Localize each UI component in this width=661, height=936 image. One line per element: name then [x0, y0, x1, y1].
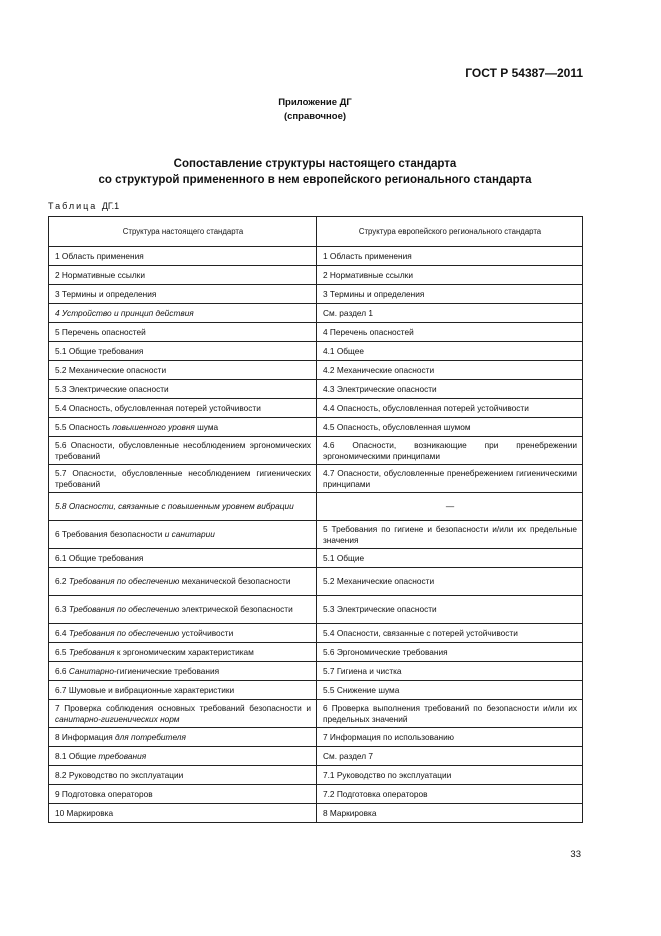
table-row [49, 399, 583, 418]
cell-text: 4.5 Опасность, обусловленная шумом [323, 421, 471, 432]
table-row [49, 766, 583, 785]
table-row [49, 493, 583, 521]
appendix-note: (справочное) [283, 111, 347, 122]
table-row [49, 804, 583, 823]
cell-text: 8 Маркировка [323, 807, 377, 818]
cell-european-standard [317, 304, 583, 323]
cell-text: 7 Проверка соблюдения основных требований безопасности и [55, 702, 311, 713]
standard-code: ГОСТ Р 54387—2011 [465, 66, 583, 80]
cell-text: Требования [68, 646, 115, 657]
table-row [49, 596, 583, 624]
cell-this-standard [49, 785, 317, 804]
cell-text: шума [194, 421, 219, 432]
cell-text: 9 Подготовка операторов [55, 788, 153, 799]
header-european-standard: Структура европейского регионального стандарта [317, 217, 583, 247]
cell-text: 6.3 [55, 604, 69, 614]
cell-text: 5.1 Общие [323, 552, 365, 563]
cell-text: 8.2 Руководство по эксплуатации [55, 769, 184, 780]
cell-text: санитарно-гигиенических норм [55, 713, 180, 724]
table-row [49, 437, 583, 465]
cell-european-standard [317, 285, 583, 304]
page-number: 33 [570, 849, 581, 860]
cell-text: 6.5 [55, 646, 69, 657]
cell-text: 5.1 Общие требования [55, 345, 144, 356]
cell-this-standard [49, 681, 317, 700]
cell-text: 3 Термины и определения [55, 288, 157, 299]
cell-european-standard [317, 493, 583, 521]
cell-european-standard [317, 380, 583, 399]
cell-text: и санитарии [164, 529, 215, 539]
table-row [49, 728, 583, 747]
cell-text: 8 Информация [55, 731, 116, 742]
cell-european-standard [317, 568, 583, 596]
cell-text: См. раздел 7 [323, 750, 374, 761]
cell-this-standard [49, 266, 317, 285]
cell-this-standard [49, 418, 317, 437]
cell-european-standard [317, 361, 583, 380]
cell-european-standard [317, 766, 583, 785]
cell-this-standard [49, 596, 317, 624]
cell-european-standard [317, 437, 583, 465]
cell-text: 4.7 Опасности, обусловленные пренебрежением гигиеническими принципами [323, 467, 577, 489]
table-row [49, 266, 583, 285]
table-row [49, 465, 583, 493]
cell-this-standard [49, 766, 317, 785]
cell-european-standard [317, 323, 583, 342]
cell-text: 5.3 Электрические опасности [55, 383, 169, 394]
cell-text: 5 Требования по гигиене и безопасности и/или их предельные значения [323, 523, 577, 545]
cell-text: 7.1 Руководство по эксплуатации [323, 769, 452, 780]
table-caption-number: ДГ.1 [101, 201, 120, 211]
table-row [49, 624, 583, 643]
cell-european-standard [317, 804, 583, 823]
cell-european-standard [317, 662, 583, 681]
table-row [49, 785, 583, 804]
cell-european-standard [317, 785, 583, 804]
cell-this-standard [49, 700, 317, 728]
appendix-title: Приложение ДГ [278, 97, 352, 108]
table-row [49, 247, 583, 266]
cell-text: 6.4 [55, 627, 69, 638]
cell-text: 4.4 Опасность, обусловленная потерей устойчивости [323, 402, 529, 413]
cell-this-standard [49, 493, 317, 521]
cell-this-standard [49, 247, 317, 266]
cell-this-standard [49, 747, 317, 766]
cell-this-standard [49, 728, 317, 747]
cell-european-standard [317, 521, 583, 549]
cell-european-standard [317, 624, 583, 643]
document-title-line-1: Сопоставление структуры настоящего стандарта [173, 158, 457, 170]
cell-text: 7 Информация по использованию [323, 731, 454, 742]
cell-text: 6.7 Шумовые и вибрационные характеристики [55, 684, 235, 695]
table-caption [48, 201, 119, 211]
cell-text: 2 Нормативные ссылки [55, 269, 145, 280]
cell-this-standard [49, 465, 317, 493]
cell-this-standard [49, 342, 317, 361]
cell-text: 5.7 Опасности, обусловленные несоблюдением гигиенических требований [55, 467, 311, 489]
document-title [0, 156, 630, 188]
cell-this-standard [49, 361, 317, 380]
cell-text: 5.6 Опасности, обусловленные несоблюдением эргономических требований [55, 439, 311, 461]
cell-this-standard [49, 662, 317, 681]
cell-text: 2 Нормативные ссылки [323, 269, 413, 280]
table-row [49, 643, 583, 662]
cell-this-standard [49, 304, 317, 323]
cell-text: требования [98, 750, 147, 761]
table-row [49, 418, 583, 437]
cell-this-standard [49, 380, 317, 399]
cell-text: 5.2 Механические опасности [323, 576, 435, 586]
cell-text: 5.7 Гигиена и чистка [323, 665, 402, 676]
cell-text: 5 Перечень опасностей [55, 326, 146, 337]
cell-text: для потребителя [115, 731, 186, 742]
table-row [49, 568, 583, 596]
table-row [49, 285, 583, 304]
table-caption-word: Таблица [48, 201, 98, 211]
structure-comparison-table [48, 216, 583, 823]
cell-text: 5.5 Снижение шума [323, 684, 400, 695]
cell-this-standard [49, 624, 317, 643]
cell-this-standard [49, 521, 317, 549]
cell-this-standard [49, 568, 317, 596]
cell-european-standard [317, 596, 583, 624]
cell-this-standard [49, 323, 317, 342]
cell-text: механической безопасности [179, 576, 291, 586]
cell-text: 6 Проверка выполнения требований по безопасности и/или их предельных значений [323, 702, 577, 724]
cell-this-standard [49, 643, 317, 662]
cell-text: См. раздел 1 [323, 307, 374, 318]
table-row [49, 521, 583, 549]
table-row [49, 380, 583, 399]
table-row [49, 549, 583, 568]
cell-text: устойчивости [179, 627, 234, 638]
cell-european-standard [317, 266, 583, 285]
table-header-row [49, 217, 583, 247]
cell-european-standard [317, 549, 583, 568]
table-row [49, 304, 583, 323]
cell-text: 6 Требования безопасности [55, 529, 165, 539]
cell-text: 5.4 Опасности, связанные с потерей устойчивости [323, 627, 518, 638]
cell-european-standard [317, 747, 583, 766]
document-title-line-2: со структурой примененного в нем европейского регионального стандарта [98, 174, 532, 186]
table-row [49, 342, 583, 361]
table-row [49, 681, 583, 700]
cell-text: 7.2 Подготовка операторов [323, 788, 428, 799]
cell-text: 6.6 [55, 665, 69, 676]
cell-text: 10 Маркировка [55, 807, 114, 818]
cell-this-standard [49, 804, 317, 823]
cell-european-standard [317, 700, 583, 728]
cell-text: 5.4 Опасность, обусловленная потерей устойчивости [55, 402, 261, 413]
cell-text: повышенного уровня [112, 421, 195, 432]
cell-text: к эргономическим характеристикам [114, 646, 254, 657]
table-row [49, 323, 583, 342]
cell-european-standard [317, 418, 583, 437]
cell-european-standard [317, 681, 583, 700]
cell-text: 8.1 Общие [55, 750, 99, 761]
table-row [49, 361, 583, 380]
cell-this-standard [49, 549, 317, 568]
cell-text: Санитарно [68, 665, 114, 676]
cell-european-standard [317, 399, 583, 418]
table-body [49, 247, 583, 823]
cell-text: 5.5 Опасность [55, 421, 113, 432]
cell-text: 5.6 Эргономические требования [323, 646, 448, 657]
cell-european-standard [317, 465, 583, 493]
cell-text: электрической безопасности [179, 604, 293, 614]
cell-text: 4.2 Механические опасности [323, 364, 435, 375]
cell-text: 4.3 Электрические опасности [323, 383, 437, 394]
table-row [49, 662, 583, 681]
cell-text: 5.3 Электрические опасности [323, 604, 437, 614]
cell-text: 5.8 Опасности, связанные с повышенным уровнем вибрации [55, 501, 294, 511]
cell-text: -гигиенические требования [113, 665, 220, 676]
cell-text: 6.2 [55, 576, 69, 586]
cell-text: 3 Термины и определения [323, 288, 425, 299]
cell-european-standard [317, 247, 583, 266]
cell-european-standard [317, 342, 583, 361]
header-this-standard: Структура настоящего стандарта [49, 217, 317, 247]
cell-text: 5.2 Механические опасности [55, 364, 167, 375]
cell-text: 1 Область применения [55, 250, 144, 261]
cell-text: 4.6 Опасности, возникающие при пренебрежении эргономическими принципами [323, 439, 577, 461]
cell-text: 4 Перечень опасностей [323, 326, 414, 337]
cell-european-standard [317, 643, 583, 662]
cell-this-standard [49, 285, 317, 304]
cell-text: 4.1 Общее [323, 345, 365, 356]
cell-this-standard [49, 437, 317, 465]
cell-text: Требования по обеспечению [68, 576, 180, 586]
cell-text: 4 Устройство и принцип действия [55, 307, 194, 318]
cell-this-standard [49, 399, 317, 418]
cell-text: Требования по обеспечению [68, 627, 180, 638]
cell-text: 6.1 Общие требования [55, 552, 144, 563]
cell-text: 1 Область применения [323, 250, 412, 261]
table-row [49, 700, 583, 728]
cell-text: Требования по обеспечению [68, 604, 180, 614]
cell-text: — [445, 501, 455, 511]
table-row [49, 747, 583, 766]
appendix-heading [0, 96, 630, 124]
cell-european-standard [317, 728, 583, 747]
